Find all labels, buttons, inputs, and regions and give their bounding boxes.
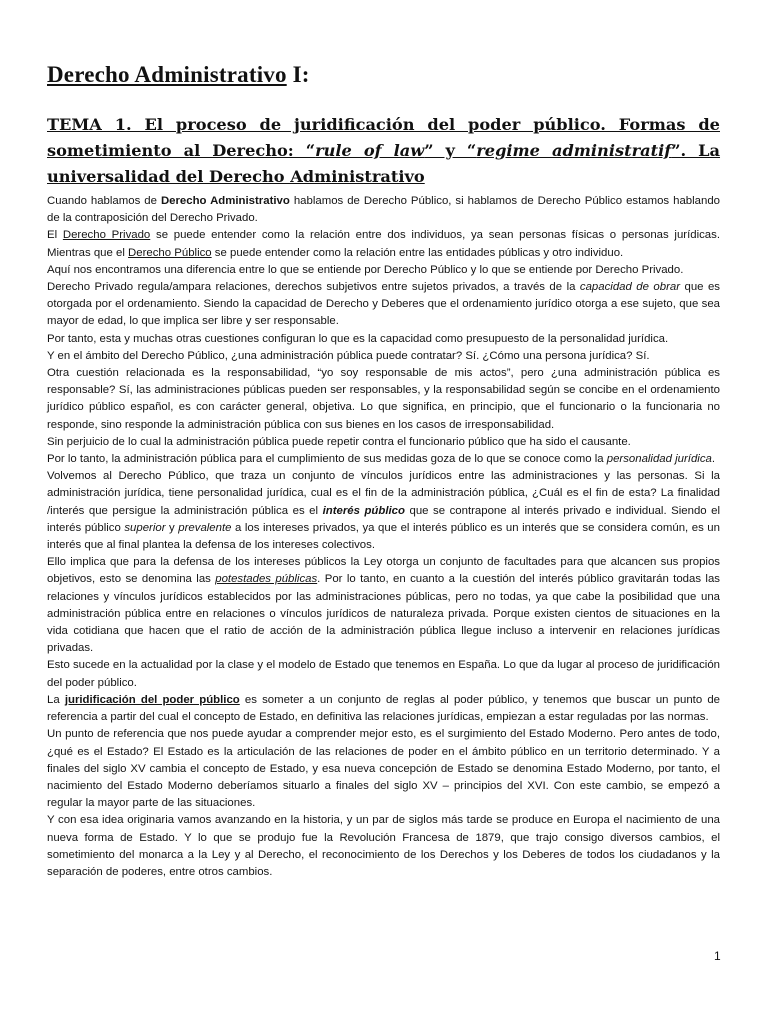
paragraph-1: [47, 193, 720, 227]
document-title: [47, 62, 310, 88]
heading-italic-regime: regime administratif: [476, 141, 672, 160]
italic-term: personalidad jurídica: [606, 453, 712, 466]
text-run: .: [711, 453, 716, 466]
heading-part-3: ” y “: [424, 141, 477, 160]
bold-italic-term: interés público: [322, 504, 405, 517]
bold-term: Derecho Administrativo: [160, 195, 290, 207]
text-run: Por lo tanto, la administración pública para el cumplimiento de sus medidas goza de lo que se conoce como la: [47, 453, 607, 466]
section-heading: [47, 112, 720, 190]
text-run: El: [47, 229, 63, 242]
italic-term: prevalente: [178, 521, 232, 534]
text-run: y: [165, 521, 179, 534]
heading-part-5: ”. La universalidad del Derecho Administrativo: [47, 141, 721, 186]
bold-underlined-term: juridificación del poder público: [64, 693, 240, 706]
paragraph-2: [47, 227, 720, 261]
italic-term: superior: [124, 521, 166, 534]
underlined-term: Derecho Privado: [62, 229, 151, 242]
paragraph-9: [47, 451, 720, 468]
paragraph-15: Y con esa idea originaria vamos avanzando en la historia, y un par de siglos más tarde se produce en Europa el nacimiento de una nueva forma de Estado. Y lo que se produjo fue la Revolución Francesa de 1879, que trajo consigo diversos cambios, el sometimiento del monarca a la Ley y al Derecho, el reconocimiento de los Derechos y los Deberes de todos los ciudadanos y la separación de poderes, entre otros cambios.: [47, 814, 720, 878]
paragraph-7: Otra cuestión relacionada es la responsabilidad, “yo soy responsable de mis actos”, pero ¿una administración pública es responsable? Sí, las administraciones públicas pueden ser responsables, y la responsabilidad según se concibe en el ordenamiento jurídico público español, es con carácter general, objetiva. Lo que significa, en principio, que el funcionario o la funcionaria no responde, sino responde la administración pública con sus bienes en los casos de irresponsabilidad.: [47, 367, 720, 431]
paragraph-8: Sin perjuicio de lo cual la administración pública puede repetir contra el funcionario público que ha sido el causante.: [47, 435, 631, 448]
text-run: que se contrapone al interés privado e individual. Siendo el interés público: [47, 504, 721, 534]
text-run: a los intereses privados, ya que el interés público es un interés que se considera común, es un interés que al final plantea la defensa de los intereses colectivos.: [47, 521, 720, 552]
paragraph-6: Y en el ámbito del Derecho Público, ¿una administración pública puede contratar? Sí. ¿Cómo una persona jurídica? Sí.: [47, 349, 650, 362]
italic-underlined-term: potestades públicas: [215, 573, 318, 586]
body-text: [47, 193, 720, 881]
heading-part-1: TEMA 1. El proceso de juridificación del poder público. Formas de sometimiento al Derecho: “: [47, 115, 720, 160]
paragraph-3: Aquí nos encontramos una diferencia entre lo que se entiende por Derecho Público y lo que se entiende por Derecho Privado.: [47, 263, 684, 276]
text-run: . Por lo tanto, en cuanto a la cuestión del interés público gravitarán todas las relaciones y vínculos jurídicos establecidos por las administraciones públicas, pero no todas, ya que cabe la posibilidad que una administración pública entre en relaciones o vínculos jurídicos de naturaleza privada. Porque existen cientos de situaciones en la vida cotidiana que hacen que el ratio de acción de la administración pública llegue incluso a intervenir en relaciones jurídicas privadas.: [47, 573, 720, 655]
paragraph-13: [47, 692, 720, 726]
title-suffix: I:: [286, 62, 310, 87]
heading-italic-rule-of-law: rule of law: [315, 141, 425, 160]
paragraph-14: Un punto de referencia que nos puede ayudar a comprender mejor esto, es el surgimiento del Estado Moderno. Pero antes de todo, ¿qué es el Estado? El Estado es la articulación de las relaciones de poder en el ámbito público en un territorio determinado. Y a finales del siglo XV cambia el concepto de Estado, y esa nueva concepción de Estado se denomina Estado Moderno, por tanto, el nacimiento del Estado Moderno deberíamos situarlo a finales del siglo XV – principios del XVI. Con este cambio, se empezó a regular la mayor parte de las situaciones.: [47, 728, 720, 810]
paragraph-12: Esto sucede en la actualidad por la clase y el modelo de Estado que tenemos en España. Lo que da lugar al proceso de juridificación del poder público.: [47, 659, 720, 689]
paragraph-5: Por tanto, esta y muchas otras cuestiones configuran lo que es la capacidad como presupuesto de la personalidad jurídica.: [47, 332, 669, 345]
text-run: Ello implica que para la defensa de los intereses públicos la Ley otorga un conjunto de facultades para que alcancen sus propios objetivos, esto se denomina las: [47, 556, 720, 586]
text-run: Derecho Privado regula/ampara relaciones, derechos subjetivos entre sujetos privados, a través de la: [47, 281, 580, 294]
paragraph-4: [47, 279, 720, 331]
underlined-term: Derecho Público: [128, 246, 212, 259]
text-run: que es otorgada por el ordenamiento. Siendo la capacidad de Derecho y Deberes que el ordenamiento jurídico otorga a ese sujeto, que sea mayor de edad, lo que implica ser libre y ser responsable.: [47, 281, 720, 328]
text-run: Volvemos al Derecho Público, que traza un conjunto de vínculos jurídicos entre las administraciones y las personas. Si la administración jurídica, tiene personalidad jurídica, cual es el fin de la administración pública, ¿Cuál es el fin de esta? La finalidad /interés que persigue la administración pública es el: [47, 470, 720, 517]
text-run: se puede entender como la relación entre dos individuos, ya sean personas físicas o personas jurídicas. Mientras que el: [47, 229, 720, 259]
text-run: se puede entender como la relación entre las entidades públicas y otro individuo.: [211, 246, 624, 259]
text-run: La: [47, 693, 65, 706]
italic-term: capacidad de obrar: [579, 281, 681, 294]
paragraph-11: [47, 554, 720, 657]
paragraph-10: [47, 468, 720, 554]
page-number: 1: [714, 949, 721, 963]
title-main: Derecho Administrativo: [47, 62, 287, 87]
text-run: es someter a un conjunto de reglas al poder público, y tenemos que buscar un punto de referencia a partir del cual el concepto de Estado, en definitiva las relaciones jurídicas, empiezan a estar reguladas por las normas.: [47, 693, 720, 724]
text-run: Cuando hablamos de: [47, 195, 161, 207]
text-run: hablamos de Derecho Público, si hablamos de Derecho Público estamos hablando de la contraposición del Derecho Privado.: [47, 195, 720, 225]
